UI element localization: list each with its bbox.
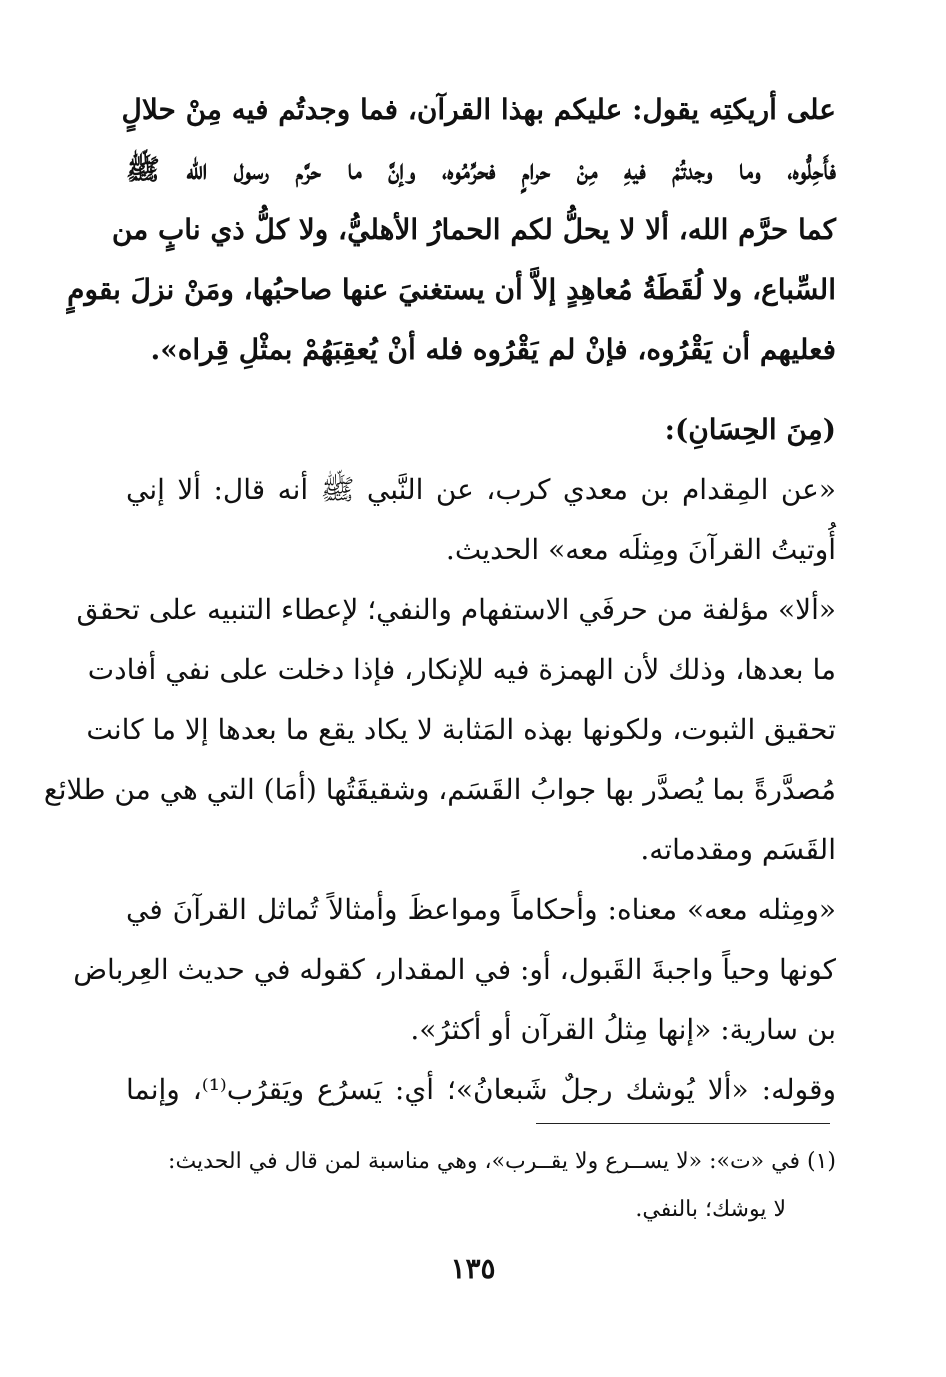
- section-heading: (مِنَ الحِسَانِ):: [664, 413, 836, 446]
- text-line: على أريكتِه يقول: عليكم بهذا القرآن، فما وجدتُم فيه مِنْ حلالٍ: [121, 93, 836, 126]
- footnote: [126, 1138, 836, 1234]
- text-line: مُصدَّرةً بما يُصدَّر بها جوابُ القَسَم، وشقيقَتُها (أمَا) التي هي من طلائع: [43, 773, 836, 806]
- text-line: ما بعدها، وذلك لأن الهمزة فيه للإنكار، فإذا دخلت على نفي أفادت: [87, 653, 836, 686]
- text-line: «ومِثله معه» معناه: وأحكاماً ومواعظَ وأمثالاً تُماثل القرآنَ في: [126, 893, 836, 926]
- text-line: «ألا» مؤلفة من حرفَي الاستفهام والنفي؛ لإعطاء التنبيه على تحقق: [76, 593, 836, 626]
- footnote-line: (١) في «ت»: «لا يســرع ولا يقــرب»، وهي مناسبة لمن قال في الحديث:: [168, 1149, 836, 1174]
- text-line: كما حرَّم الله، ألا لا يحلُّ لكم الحمارُ الأهليُّ، ولا كلُّ ذي نابٍ من: [111, 213, 836, 246]
- footnote-separator: [536, 1123, 830, 1124]
- paragraph-hadith-continuation: [67, 80, 836, 380]
- text-line: وقوله: «ألا يُوشك رجلٌ شَبعانُ»؛ أي: يَسرُع ويَقرُب⁽¹⁾، وإنما: [126, 1073, 836, 1106]
- text-line: «عن المِقدام بن معدي كرب، عن النَّبي ﷺ أنه قال: ألا إني: [126, 473, 836, 506]
- text-line: القَسَم ومقدماته.: [640, 833, 836, 866]
- paragraph-hadith: [126, 460, 836, 580]
- paragraph-commentary-mithlahu: [73, 880, 836, 1120]
- footnote-line: لا يوشك؛ بالنفي.: [635, 1197, 786, 1222]
- paragraph-commentary-ala: [43, 580, 836, 880]
- text-line: بن سارية: «إنها مِثلُ القرآن أو أكثرُ».: [410, 1013, 836, 1046]
- page-number: ١٣٥: [450, 1252, 496, 1285]
- text-line: السِّباع، ولا لُقَطَةُ مُعاهِدٍ إلاَّ أن يستغنيَ عنها صاحبُها، ومَنْ نزلَ بقومٍ: [67, 273, 836, 306]
- text-line: تحقيق الثبوت، ولكونها بهذه المَثابة لا يكاد يقع ما بعدها إلا ما كانت: [86, 713, 836, 746]
- text-line: كونها وحياً واجبةَ القَبول، أو: في المقدار، كقوله في حديث العِرباض: [73, 953, 836, 986]
- text-line: أُوتيتُ القرآنَ ومِثلَه معه» الحديث.: [445, 533, 836, 566]
- text-line: فعليهم أن يَقْرُوه، فإنْ لم يَقْرُوه فله أنْ يُعقِبَهُمْ بمثْلِ قِراه».: [150, 333, 836, 366]
- text-line: فأَحِلُّوه، وما وجدتُمْ فيهِ مِنْ حرامٍ فحرِّمُوه، وإنَّ ما حرَّم رسول الله ﷺ: [126, 153, 836, 186]
